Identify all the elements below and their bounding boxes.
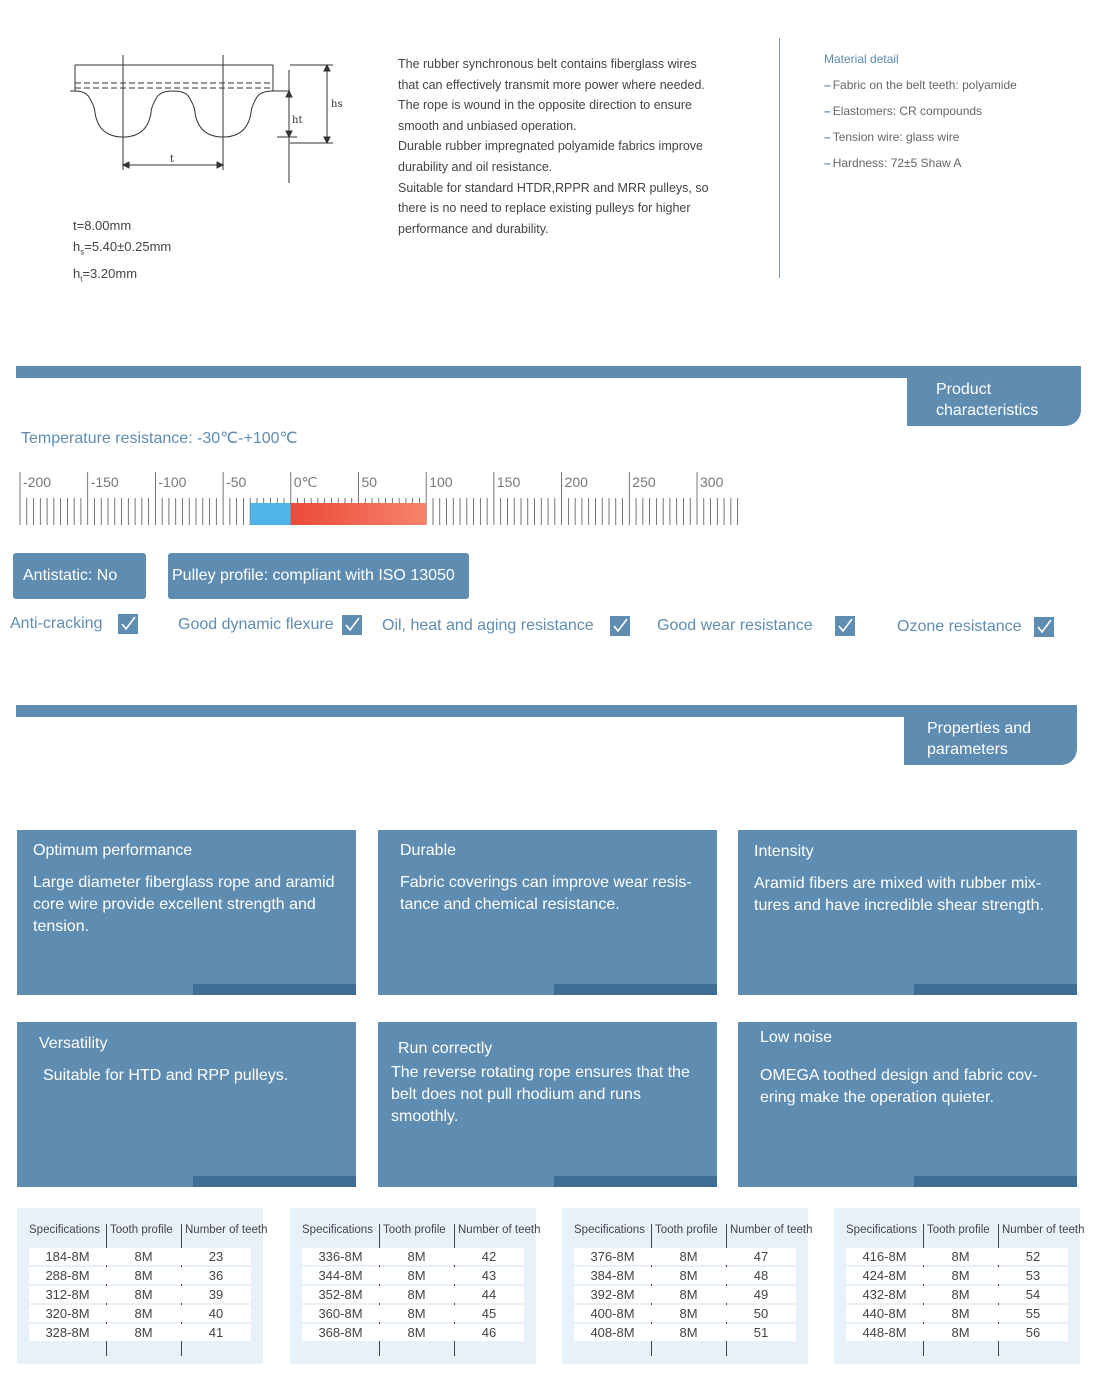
table-cell: 40 xyxy=(208,1306,224,1321)
table-cell: 44 xyxy=(481,1287,497,1302)
card-body: Fabric coverings can improve wear resis-tance and chemical resistance. xyxy=(400,874,692,913)
table-header: Number of teeth xyxy=(185,1224,268,1236)
table-header: Tooth profile xyxy=(927,1224,990,1236)
table-cell: 8M xyxy=(407,1306,426,1321)
ht-label: ht xyxy=(292,115,303,126)
table-cell: 54 xyxy=(1025,1287,1041,1302)
table-cell: 8M xyxy=(679,1249,698,1264)
description-line: durability and oil resistance. xyxy=(398,159,553,174)
table-cell: 312-8M xyxy=(45,1287,90,1302)
table-row xyxy=(574,1286,796,1303)
check-icon xyxy=(835,616,855,636)
description-line: Suitable for standard HTDR,RPPR and MRR pulleys, so xyxy=(398,180,709,195)
card-title: Intensity xyxy=(754,843,814,860)
scale-tick-label: -200 xyxy=(23,474,52,490)
table-row xyxy=(574,1324,796,1341)
table-cell: 8M xyxy=(679,1325,698,1340)
table-row xyxy=(302,1324,524,1341)
description-line: performance and durability. xyxy=(398,221,549,236)
table-header: Specifications xyxy=(846,1224,917,1236)
table-cell: 8M xyxy=(951,1287,970,1302)
table-cell: 8M xyxy=(951,1306,970,1321)
card-accent-strip xyxy=(554,984,717,995)
table-row xyxy=(29,1324,251,1341)
table-cell: 8M xyxy=(407,1325,426,1340)
table-row xyxy=(574,1248,796,1265)
card-title: Run correctly xyxy=(398,1040,493,1057)
table-header: Tooth profile xyxy=(655,1224,718,1236)
scale-tick-label: 0℃ xyxy=(293,474,318,490)
table-cell: 392-8M xyxy=(590,1287,635,1302)
table-cell: 48 xyxy=(753,1268,769,1283)
table-cell: 416-8M xyxy=(862,1249,907,1264)
table-cell: 8M xyxy=(134,1325,153,1340)
card-accent-strip xyxy=(914,1176,1077,1187)
check-icon xyxy=(118,614,138,634)
feature-card xyxy=(17,830,356,995)
table-cell: 8M xyxy=(134,1287,153,1302)
table-cell: 51 xyxy=(753,1325,769,1340)
material-detail xyxy=(824,52,1017,176)
table-cell: 360-8M xyxy=(318,1306,363,1321)
table-cell: 8M xyxy=(407,1287,426,1302)
scale-tick-label: -150 xyxy=(90,474,119,490)
table-cell: 53 xyxy=(1025,1268,1041,1283)
t-label: t xyxy=(170,154,175,165)
scale-tick-label: 150 xyxy=(496,474,521,490)
table-cell: 23 xyxy=(208,1249,224,1264)
product-description xyxy=(398,54,733,239)
table-row xyxy=(29,1267,251,1284)
table-row xyxy=(302,1305,524,1322)
table-header: Tooth profile xyxy=(110,1224,173,1236)
antistatic-badge: Antistatic: No xyxy=(13,553,146,599)
feature-card xyxy=(378,830,717,995)
material-title: Material detail xyxy=(824,52,899,66)
table-cell: 8M xyxy=(679,1268,698,1283)
table-cell: 8M xyxy=(134,1306,153,1321)
card-body: OMEGA toothed design and fabric cov-ering make the operation quieter. xyxy=(760,1067,1038,1106)
check-icon xyxy=(1034,617,1054,637)
table-cell: 36 xyxy=(208,1268,224,1283)
feature-dynamic-flexure: Good dynamic flexure xyxy=(178,615,362,635)
table-cell: 8M xyxy=(134,1249,153,1264)
description-line: that can effectively transmit more power where needed. xyxy=(398,77,705,92)
table-cell: 39 xyxy=(208,1287,224,1302)
temperature-title: Temperature resistance: -30℃-+100℃ xyxy=(21,430,298,447)
description-line: The rope is wound in the opposite direction to ensure xyxy=(398,98,692,113)
card-title: Versatility xyxy=(39,1035,108,1052)
table-header: Specifications xyxy=(574,1224,645,1236)
card-body: Suitable for HTD and RPP pulleys. xyxy=(43,1067,289,1084)
scale-tick-label: 300 xyxy=(700,474,724,490)
table-cell: 52 xyxy=(1025,1249,1041,1264)
scale-tick-label: 50 xyxy=(361,474,378,490)
table-row xyxy=(574,1267,796,1284)
table-cell: 8M xyxy=(679,1287,698,1302)
table-cell: 8M xyxy=(134,1268,153,1283)
table-row xyxy=(29,1305,251,1322)
card-body: The reverse rotating rope ensures that the belt does not pull rhodium and runs smoothly. xyxy=(391,1064,690,1125)
section-title-characteristics: Product characteristics xyxy=(907,366,1081,426)
hot-range-bar xyxy=(291,503,426,525)
table-cell: 8M xyxy=(951,1249,970,1264)
card-accent-strip xyxy=(193,1176,356,1187)
table-header: Number of teeth xyxy=(1002,1224,1085,1236)
table-row xyxy=(846,1305,1068,1322)
table-cell: 47 xyxy=(753,1249,769,1264)
table-cell: 352-8M xyxy=(318,1287,363,1302)
description-line: Durable rubber impregnated polyamide fabrics improve xyxy=(398,139,704,154)
description-line: there is no need to replace existing pulleys for higher xyxy=(398,201,691,216)
material-item: – Tension wire: glass wire xyxy=(824,130,960,144)
table-row xyxy=(302,1248,524,1265)
material-item: – Elastomers: CR compounds xyxy=(824,104,983,118)
feature-ozone-resistance: Ozone resistance xyxy=(897,617,1054,637)
spec-table xyxy=(290,1208,541,1364)
table-cell: 368-8M xyxy=(318,1325,363,1340)
dimension-values xyxy=(73,215,171,289)
table-cell: 56 xyxy=(1025,1325,1041,1340)
section-title-properties: Properties and parameters xyxy=(904,705,1077,765)
pulley-profile-badge: Pulley profile: compliant with ISO 13050 xyxy=(168,553,469,599)
feature-anti-cracking: Anti-cracking xyxy=(10,614,138,634)
scale-tick-label: 200 xyxy=(564,474,588,490)
ht-value: $h_t=3.20mm$ xyxy=(73,265,138,284)
feature-card xyxy=(378,1022,717,1187)
table-cell: 408-8M xyxy=(590,1325,635,1340)
scale-tick-label: 100 xyxy=(429,474,453,490)
table-cell: 288-8M xyxy=(45,1268,90,1283)
table-row xyxy=(29,1286,251,1303)
table-header: Specifications xyxy=(302,1224,373,1236)
card-body: Aramid fibers are mixed with rubber mix-tures and have incredible shear strength. xyxy=(754,875,1044,914)
card-title: Durable xyxy=(400,842,457,859)
divider xyxy=(779,38,780,278)
table-cell: 8M xyxy=(679,1306,698,1321)
card-accent-strip xyxy=(914,984,1077,995)
table-row xyxy=(846,1324,1068,1341)
card-accent-strip xyxy=(554,1176,717,1187)
table-cell: 8M xyxy=(407,1249,426,1264)
table-cell: 8M xyxy=(951,1325,970,1340)
table-cell: 384-8M xyxy=(590,1268,635,1283)
table-cell: 42 xyxy=(481,1249,497,1264)
scale-tick-label: 250 xyxy=(632,474,656,490)
table-row xyxy=(302,1267,524,1284)
table-cell: 424-8M xyxy=(862,1268,907,1283)
table-cell: 55 xyxy=(1025,1306,1041,1321)
card-title: Low noise xyxy=(760,1029,833,1046)
feature-wear-resistance: Good wear resistance xyxy=(657,616,855,636)
table-cell: 328-8M xyxy=(45,1325,90,1340)
table-cell: 376-8M xyxy=(590,1249,635,1264)
spec-table xyxy=(834,1208,1085,1364)
table-cell: 43 xyxy=(481,1268,497,1283)
scale-tick-label: -50 xyxy=(226,474,247,490)
table-cell: 8M xyxy=(407,1268,426,1283)
table-cell: 432-8M xyxy=(862,1287,907,1302)
material-item: – Fabric on the belt teeth: polyamide xyxy=(824,78,1017,92)
table-cell: 400-8M xyxy=(590,1306,635,1321)
cold-range-bar xyxy=(250,503,291,525)
hs-label: hs xyxy=(331,99,343,110)
table-cell: 46 xyxy=(481,1325,497,1340)
table-header: Number of teeth xyxy=(730,1224,813,1236)
table-cell: 41 xyxy=(208,1325,224,1340)
table-cell: 184-8M xyxy=(45,1249,90,1264)
spec-table xyxy=(562,1208,813,1364)
table-cell: 344-8M xyxy=(318,1268,363,1283)
feature-card xyxy=(17,1022,356,1187)
card-body: Large diameter fiberglass rope and aramid core wire provide excellent strength and tension. xyxy=(33,874,335,935)
scale-tick-label: -100 xyxy=(158,474,187,490)
feature-card xyxy=(738,1022,1077,1187)
table-header: Tooth profile xyxy=(383,1224,446,1236)
feature-card xyxy=(738,830,1077,995)
belt-profile-diagram xyxy=(65,55,355,190)
table-cell: 8M xyxy=(951,1268,970,1283)
table-cell: 440-8M xyxy=(862,1306,907,1321)
table-cell: 50 xyxy=(753,1306,769,1321)
table-row xyxy=(846,1286,1068,1303)
table-header: Specifications xyxy=(29,1224,100,1236)
table-row xyxy=(302,1286,524,1303)
table-row xyxy=(846,1248,1068,1265)
check-icon xyxy=(610,616,630,636)
table-cell: 320-8M xyxy=(45,1306,90,1321)
t-value: t=8.00mm xyxy=(73,218,132,233)
table-cell: 336-8M xyxy=(318,1249,363,1264)
description-line: The rubber synchronous belt contains fiberglass wires xyxy=(398,57,697,71)
card-title: Optimum performance xyxy=(33,842,193,859)
hs-value: $h_s=5.40\pm 0.25mm$ xyxy=(73,239,172,257)
check-icon xyxy=(342,615,362,635)
table-row xyxy=(574,1305,796,1322)
spec-table xyxy=(17,1208,268,1364)
feature-oil-heat-aging: Oil, heat and aging resistance xyxy=(382,616,630,636)
description-line: smooth and unbiased operation. xyxy=(398,118,577,133)
card-accent-strip xyxy=(193,984,356,995)
table-cell: 45 xyxy=(481,1306,497,1321)
table-cell: 448-8M xyxy=(862,1325,907,1340)
table-row xyxy=(29,1248,251,1265)
table-header: Number of teeth xyxy=(458,1224,541,1236)
material-item: – Hardness: 72±5 Shaw A xyxy=(824,156,962,170)
table-cell: 49 xyxy=(753,1287,769,1302)
table-row xyxy=(846,1267,1068,1284)
temperature-scale xyxy=(18,468,778,530)
